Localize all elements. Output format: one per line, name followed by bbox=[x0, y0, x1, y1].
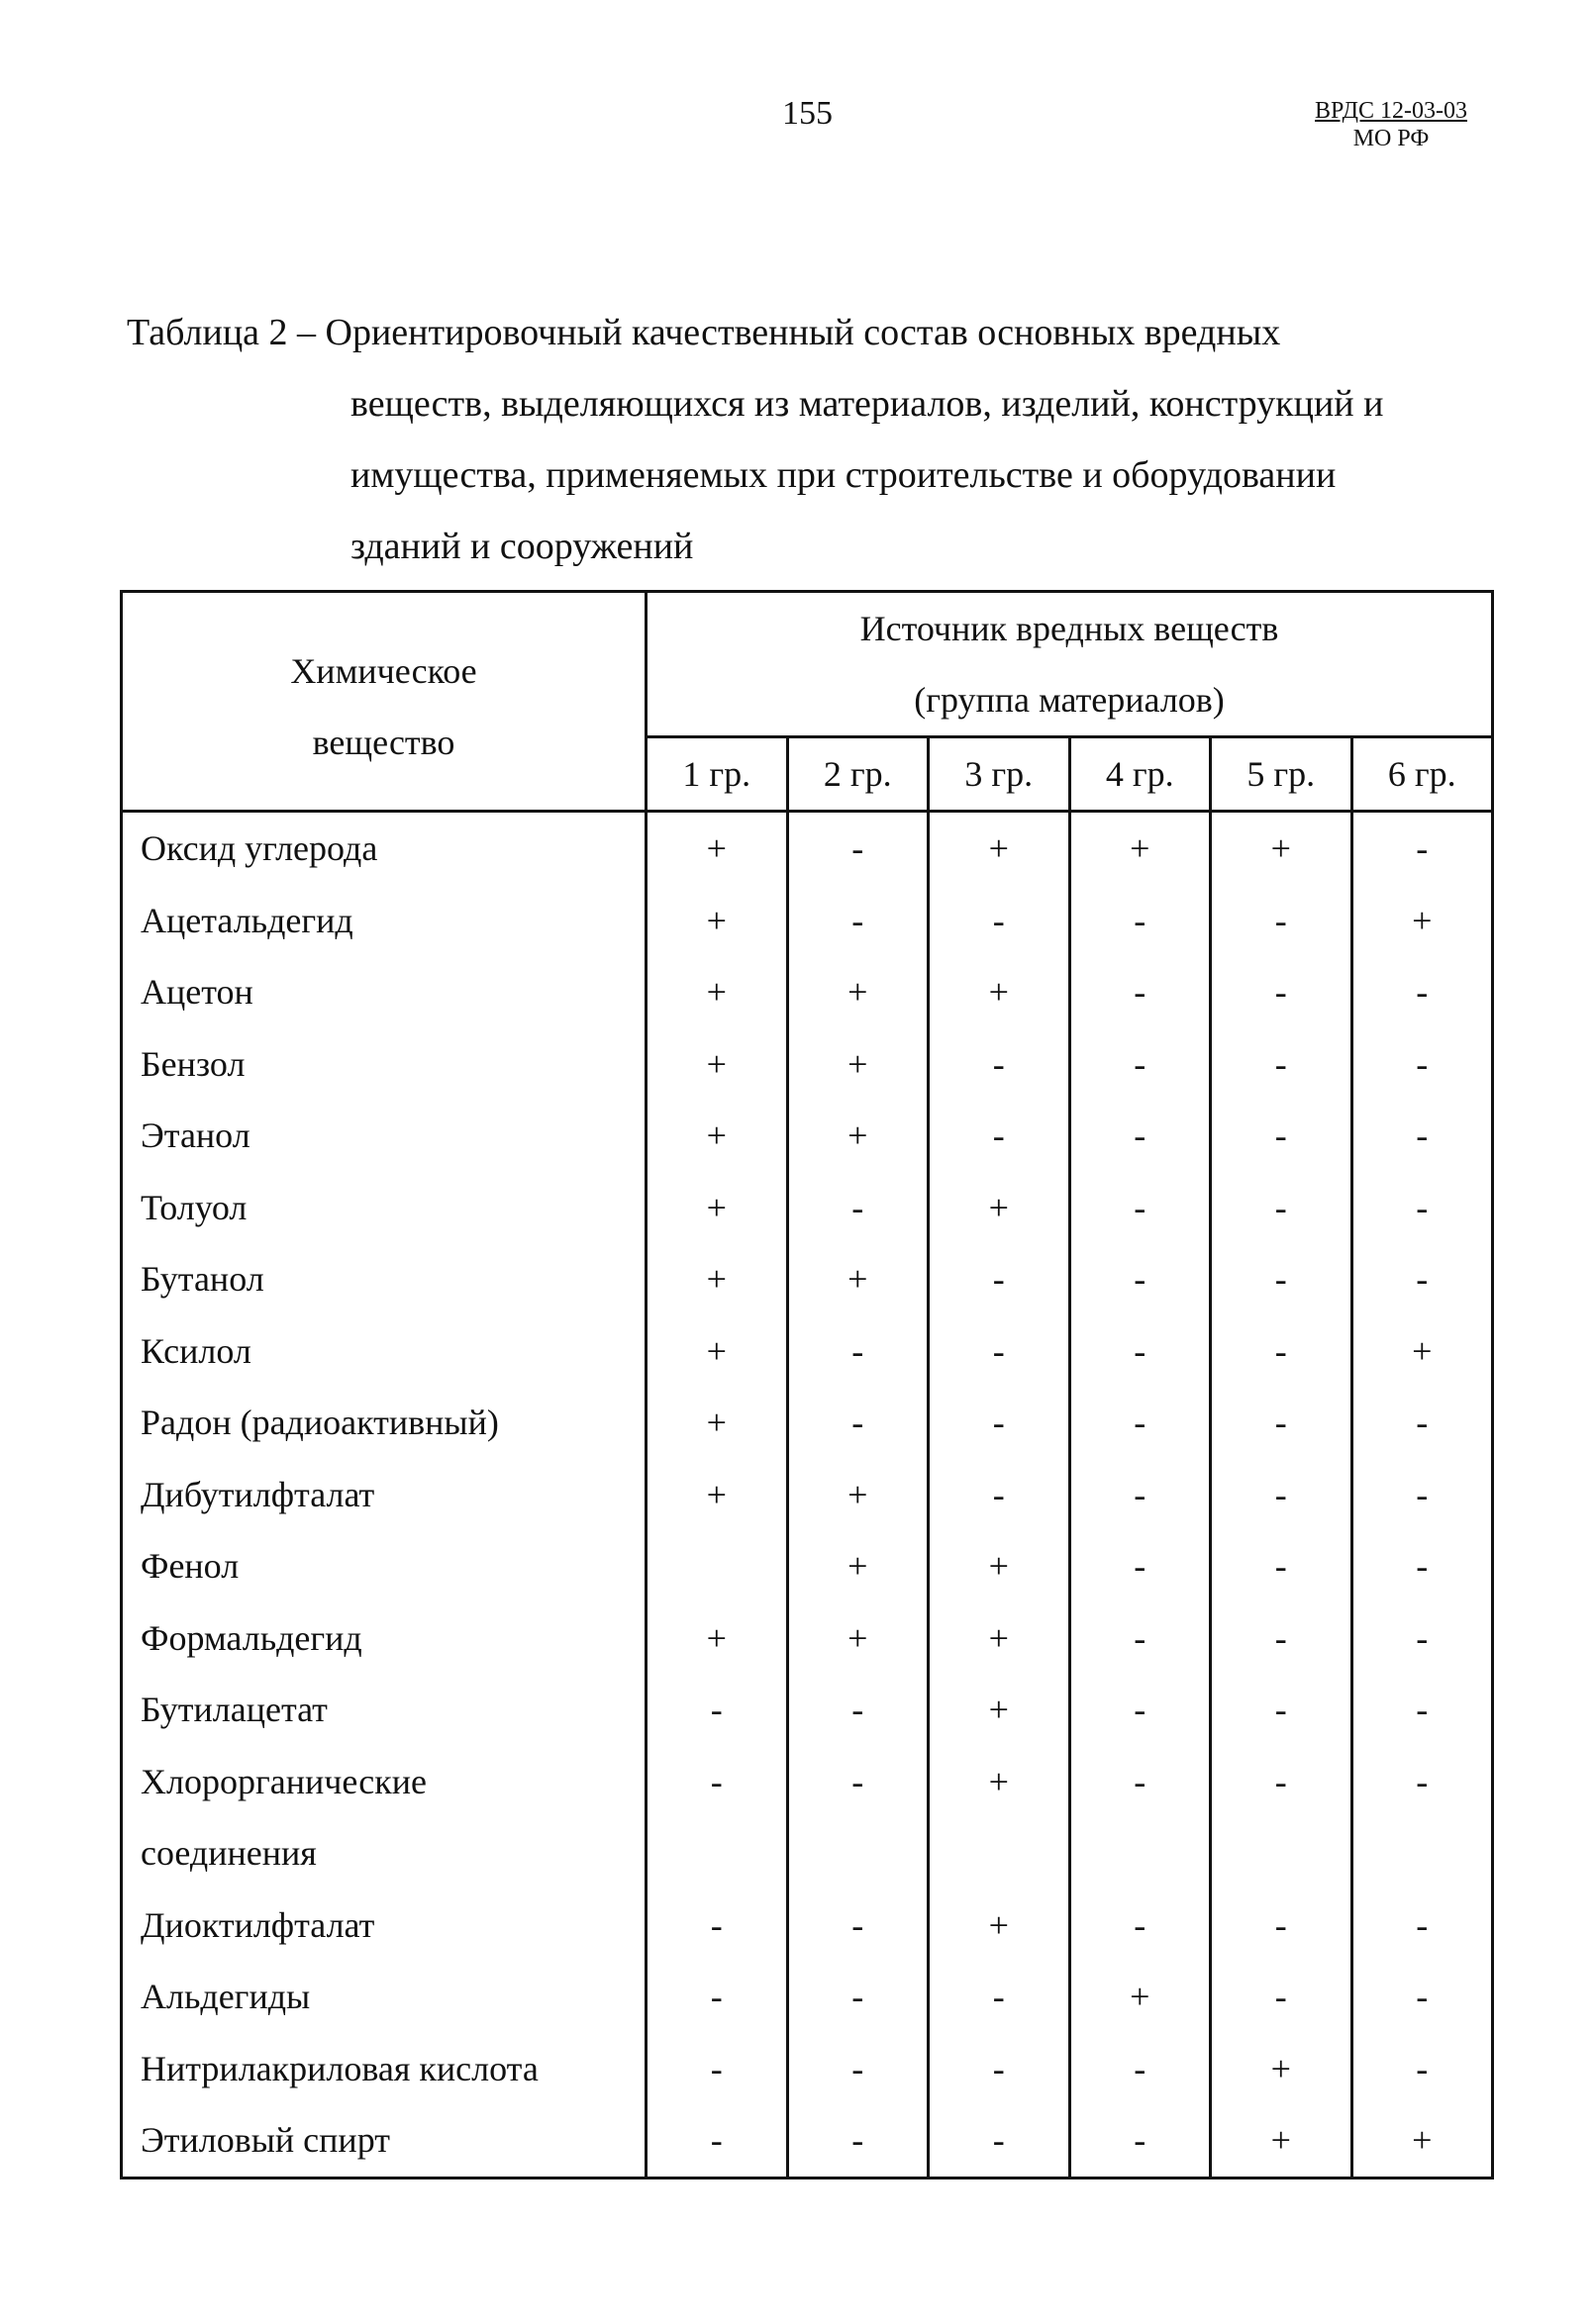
table-cell: - bbox=[1069, 2033, 1211, 2105]
table-cell: - bbox=[1211, 1100, 1352, 1172]
column-header-substance-line2: вещество bbox=[312, 722, 455, 762]
table-cell: - bbox=[1069, 956, 1211, 1028]
substance-name: Бензол bbox=[122, 1028, 647, 1101]
table-cell: - bbox=[929, 1243, 1070, 1315]
table-cell: + bbox=[647, 812, 788, 885]
table-cell: - bbox=[1069, 1459, 1211, 1531]
table-cell: + bbox=[929, 1889, 1070, 1962]
table-cell: + bbox=[787, 1100, 929, 1172]
table-cell: - bbox=[1069, 2104, 1211, 2178]
substance-name: Ксилол bbox=[122, 1315, 647, 1388]
table-cell: + bbox=[647, 1172, 788, 1244]
table-cell: - bbox=[1069, 1100, 1211, 1172]
table-row bbox=[122, 1459, 1493, 1531]
table-cell: + bbox=[929, 1530, 1070, 1602]
document-code: ВРДС 12-03-03 bbox=[1315, 98, 1467, 124]
table-cell: + bbox=[1351, 1315, 1493, 1388]
table-row bbox=[122, 2104, 1493, 2178]
document-code-block bbox=[1287, 97, 1495, 152]
table-cell: + bbox=[647, 956, 788, 1028]
table-cell: + bbox=[929, 1746, 1070, 1889]
table-cell: - bbox=[1351, 1602, 1493, 1675]
substance-name: Альдегиды bbox=[122, 1961, 647, 2033]
table-cell: + bbox=[929, 1602, 1070, 1675]
column-header-substance bbox=[122, 592, 647, 812]
table-cell: + bbox=[1069, 1961, 1211, 2033]
column-header-group-5: 5 гр. bbox=[1211, 737, 1352, 812]
table-row bbox=[122, 1530, 1493, 1602]
table-cell: - bbox=[647, 1674, 788, 1746]
table-row bbox=[122, 1889, 1493, 1962]
table-cell: - bbox=[1351, 1243, 1493, 1315]
table-cell: + bbox=[929, 956, 1070, 1028]
table-cell: + bbox=[1351, 885, 1493, 957]
substance-name: Ацетон bbox=[122, 956, 647, 1028]
table-cell: + bbox=[647, 1100, 788, 1172]
caption-line-4: зданий и сооружений bbox=[350, 526, 694, 567]
table-row bbox=[122, 885, 1493, 957]
table-cell: - bbox=[929, 1387, 1070, 1459]
column-header-group-3: 3 гр. bbox=[929, 737, 1070, 812]
table-cell: - bbox=[1211, 1602, 1352, 1675]
table-cell: - bbox=[1069, 1746, 1211, 1889]
table-cell: - bbox=[647, 1746, 788, 1889]
table-cell: - bbox=[929, 1315, 1070, 1388]
substances-table bbox=[120, 590, 1494, 2179]
table-cell: + bbox=[929, 1674, 1070, 1746]
table-cell: - bbox=[1069, 1315, 1211, 1388]
table-cell: - bbox=[1351, 1459, 1493, 1531]
table-cell: - bbox=[1211, 1961, 1352, 2033]
table-cell: - bbox=[1211, 1243, 1352, 1315]
substance-name: Радон (радиоактивный) bbox=[122, 1387, 647, 1459]
table-cell: + bbox=[1351, 2104, 1493, 2178]
table-cell: - bbox=[1069, 1243, 1211, 1315]
column-header-substance-line1: Химическое bbox=[290, 650, 477, 691]
substance-name: Этиловый спирт bbox=[122, 2104, 647, 2178]
table-cell: - bbox=[1351, 812, 1493, 885]
table-cell: - bbox=[647, 2033, 788, 2105]
table-row bbox=[122, 956, 1493, 1028]
table-cell: - bbox=[1211, 1674, 1352, 1746]
table-cell: - bbox=[647, 2104, 788, 2178]
substance-name: Ацетальдегид bbox=[122, 885, 647, 957]
column-header-source bbox=[647, 592, 1493, 737]
table-row bbox=[122, 1674, 1493, 1746]
substance-name bbox=[122, 1746, 647, 1889]
table-row bbox=[122, 1961, 1493, 2033]
page-number: 155 bbox=[782, 95, 833, 132]
table-cell: - bbox=[1069, 1172, 1211, 1244]
table-cell: + bbox=[787, 956, 929, 1028]
substance-name: Формальдегид bbox=[122, 1602, 647, 1675]
substance-name: Фенол bbox=[122, 1530, 647, 1602]
table-cell: - bbox=[787, 812, 929, 885]
table-cell: - bbox=[1211, 1530, 1352, 1602]
table-cell: - bbox=[1351, 1961, 1493, 2033]
table-cell: - bbox=[1211, 1889, 1352, 1962]
table-cell: - bbox=[1211, 1387, 1352, 1459]
table-cell: + bbox=[647, 1602, 788, 1675]
table-row bbox=[122, 1028, 1493, 1101]
table-cell: - bbox=[787, 1172, 929, 1244]
table-row bbox=[122, 1387, 1493, 1459]
substance-name: Бутилацетат bbox=[122, 1674, 647, 1746]
table-cell: - bbox=[787, 1961, 929, 2033]
table-cell bbox=[647, 1530, 788, 1602]
table-cell: - bbox=[1069, 1530, 1211, 1602]
table-cell: + bbox=[1211, 812, 1352, 885]
column-header-group-6: 6 гр. bbox=[1351, 737, 1493, 812]
table-row bbox=[122, 812, 1493, 885]
table-cell: + bbox=[1069, 812, 1211, 885]
table-cell: - bbox=[1351, 1674, 1493, 1746]
table-cell: - bbox=[929, 2033, 1070, 2105]
table-cell: + bbox=[647, 1243, 788, 1315]
substance-name-line1: Хлорорганические bbox=[141, 1761, 427, 1801]
table-cell: - bbox=[1069, 1028, 1211, 1101]
table-cell: - bbox=[1211, 1172, 1352, 1244]
table-cell: - bbox=[787, 1674, 929, 1746]
substance-name: Бутанол bbox=[122, 1243, 647, 1315]
table-cell: + bbox=[647, 885, 788, 957]
table-cell: - bbox=[929, 1028, 1070, 1101]
table-cell: + bbox=[647, 1315, 788, 1388]
table-cell: - bbox=[787, 1746, 929, 1889]
table-cell: - bbox=[1211, 885, 1352, 957]
table-cell: - bbox=[929, 2104, 1070, 2178]
table-caption bbox=[127, 297, 1503, 582]
table-cell: - bbox=[1351, 1530, 1493, 1602]
table-cell: + bbox=[787, 1602, 929, 1675]
table-cell: + bbox=[929, 812, 1070, 885]
column-header-group-4: 4 гр. bbox=[1069, 737, 1211, 812]
table-cell: - bbox=[1069, 1674, 1211, 1746]
table-cell: - bbox=[1211, 956, 1352, 1028]
substance-name: Диоктилфталат bbox=[122, 1889, 647, 1962]
table-cell: - bbox=[1351, 2033, 1493, 2105]
table-cell: - bbox=[1351, 1100, 1493, 1172]
table-cell: - bbox=[1069, 885, 1211, 957]
organization-label: МО РФ bbox=[1352, 126, 1430, 151]
table-cell: + bbox=[647, 1028, 788, 1101]
table-row bbox=[122, 1315, 1493, 1388]
table-cell: - bbox=[1211, 1746, 1352, 1889]
substance-name: Нитрилакриловая кислота bbox=[122, 2033, 647, 2105]
table-cell: + bbox=[787, 1459, 929, 1531]
table-cell: + bbox=[647, 1459, 788, 1531]
table-cell: + bbox=[647, 1387, 788, 1459]
table-cell: - bbox=[647, 1961, 788, 2033]
table-cell: - bbox=[1069, 1602, 1211, 1675]
substance-name-line2: соединения bbox=[141, 1832, 317, 1873]
table-cell: - bbox=[1351, 1028, 1493, 1101]
table-row bbox=[122, 1172, 1493, 1244]
table-cell: - bbox=[1211, 1459, 1352, 1531]
column-header-source-line2: (группа материалов) bbox=[914, 680, 1225, 720]
table-cell: - bbox=[1351, 1387, 1493, 1459]
table-cell: - bbox=[787, 885, 929, 957]
table-cell: + bbox=[787, 1243, 929, 1315]
substance-name: Оксид углерода bbox=[122, 812, 647, 885]
table-cell: - bbox=[1069, 1889, 1211, 1962]
column-header-group-2: 2 гр. bbox=[787, 737, 929, 812]
table-cell: + bbox=[929, 1172, 1070, 1244]
substance-name: Дибутилфталат bbox=[122, 1459, 647, 1531]
table-cell: + bbox=[1211, 2033, 1352, 2105]
table-cell: - bbox=[787, 2033, 929, 2105]
table-cell: - bbox=[1351, 1746, 1493, 1889]
table-cell: - bbox=[929, 1100, 1070, 1172]
caption-line-1: Таблица 2 – Ориентировочный качественный состав основных вредных bbox=[127, 312, 1281, 353]
table-row bbox=[122, 1602, 1493, 1675]
table-cell: - bbox=[787, 1315, 929, 1388]
table-cell: - bbox=[929, 1961, 1070, 2033]
table-cell: - bbox=[929, 1459, 1070, 1531]
table-row bbox=[122, 2033, 1493, 2105]
table-cell: - bbox=[1069, 1387, 1211, 1459]
table-cell: - bbox=[647, 1889, 788, 1962]
table-row bbox=[122, 1746, 1493, 1889]
table-cell: - bbox=[787, 1889, 929, 1962]
substance-name: Толуол bbox=[122, 1172, 647, 1244]
table-cell: - bbox=[787, 2104, 929, 2178]
table-cell: - bbox=[787, 1387, 929, 1459]
caption-line-3: имущества, применяемых при строительстве и оборудовании bbox=[350, 454, 1337, 496]
table-cell: + bbox=[787, 1530, 929, 1602]
table-row bbox=[122, 1100, 1493, 1172]
column-header-source-line1: Источник вредных веществ bbox=[859, 609, 1279, 648]
caption-line-2: веществ, выделяющихся из материалов, изделий, конструкций и bbox=[350, 383, 1384, 425]
column-header-group-1: 1 гр. bbox=[647, 737, 788, 812]
table-row bbox=[122, 1243, 1493, 1315]
table-cell: - bbox=[1351, 1172, 1493, 1244]
table-cell: - bbox=[1351, 956, 1493, 1028]
table-cell: - bbox=[1351, 1889, 1493, 1962]
substance-name: Этанол bbox=[122, 1100, 647, 1172]
table-cell: - bbox=[1211, 1028, 1352, 1101]
table-cell: + bbox=[787, 1028, 929, 1101]
table-cell: + bbox=[1211, 2104, 1352, 2178]
table-cell: - bbox=[929, 885, 1070, 957]
table-cell: - bbox=[1211, 1315, 1352, 1388]
